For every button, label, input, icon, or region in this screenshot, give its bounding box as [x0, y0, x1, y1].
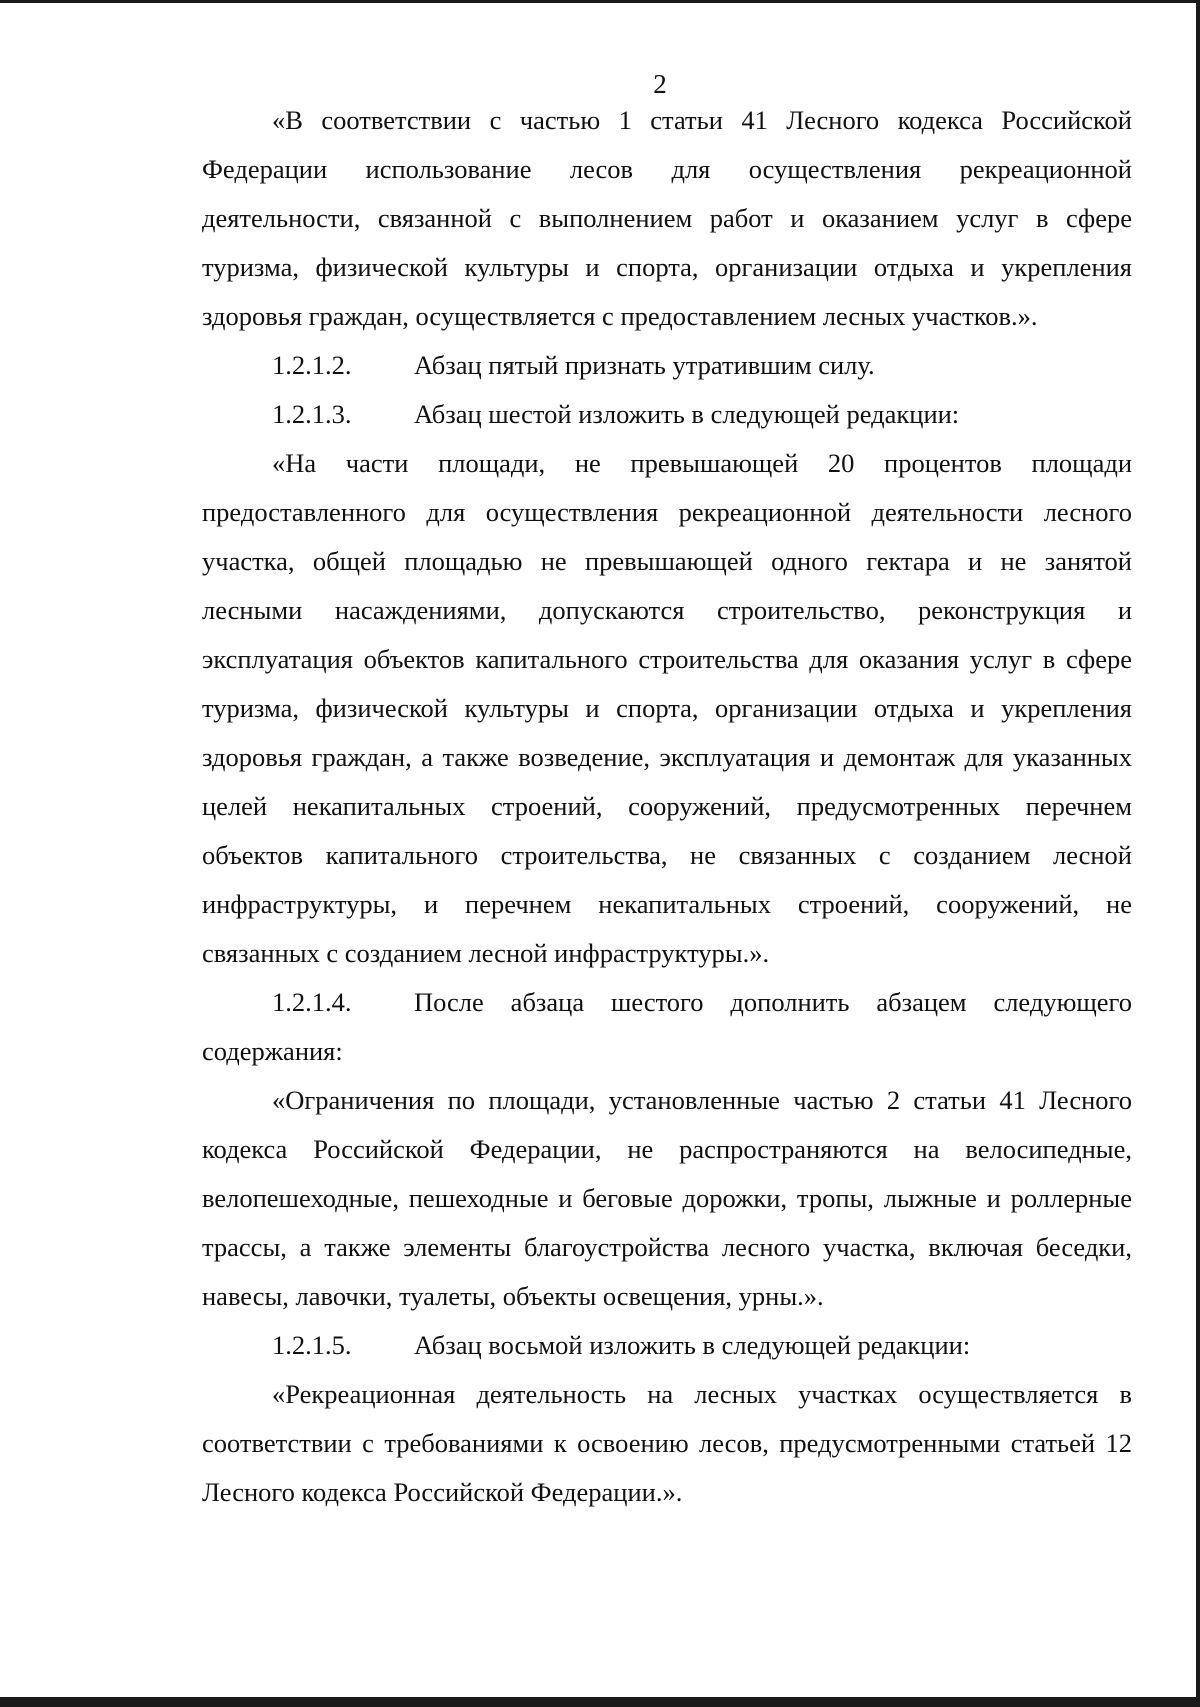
list-item-1-2-1-4 — [202, 978, 1132, 1076]
list-item-1-2-1-3 — [202, 390, 1132, 439]
paragraph-quote-restrictions: «Ограничения по площади, установленные частью 2 статьи 41 Лесного кодекса Российской Федерации, не распространяются на велосипедные, велопешеходные, пешеходные и беговые дорожки, тропы, лыжные и роллерные трассы, а также элементы благоустройства лесного участка, включая беседки, навесы, лавочки, туалеты, объекты освещения, урны.». — [202, 1085, 1132, 1311]
list-item-1-2-1-5 — [202, 1321, 1132, 1370]
item-text: Абзац восьмой изложить в следующей редакции: — [414, 1330, 971, 1360]
paragraph-quote-article-41-part-1: «В соответствии с частью 1 статьи 41 Лесного кодекса Российской Федерации использование лесов для осуществления рекреационной деятельности, связанной с выполнением работ и оказанием услуг в сфере туризма, физической культуры и спорта, организации отдыха и укрепления здоровья граждан, осуществляется с предоставлением лесных участков.». — [202, 105, 1132, 331]
scan-edge-right — [1196, 0, 1200, 1707]
scan-edge-bottom — [0, 1697, 1200, 1707]
item-text: Абзац шестой изложить в следующей редакции: — [414, 399, 960, 429]
document-body — [202, 96, 1132, 1517]
item-number: 1.2.1.3. — [272, 399, 352, 429]
item-text: После абзаца шестого дополнить абзацем следующего содержания: — [202, 987, 1132, 1066]
paragraph-quote-area-limit: «На части площади, не превышающей 20 процентов площади предоставленного для осуществления рекреационной деятельности лесного участка, общей площадью не превышающей одного гектара и не занятой лесными насаждениями, допускаются строительство, реконструкция и эксплуатация объектов капитального строительства для оказания услуг в сфере туризма, физической культуры и спорта, организации отдыха и укрепления здоровья граждан, а также возведение, эксплуатация и демонтаж для указанных целей некапитальных строений, сооружений, предусмотренных перечнем объектов капитального строительства, не связанных с созданием лесной инфраструктуры, и перечнем некапитальных строений, сооружений, не связанных с созданием лесной инфраструктуры.». — [202, 448, 1132, 968]
list-item-1-2-1-2 — [202, 341, 1132, 390]
item-number: 1.2.1.4. — [272, 987, 352, 1017]
page-number: 2 — [653, 69, 667, 99]
paragraph-quote-recreational-activity: «Рекреационная деятельность на лесных участках осуществляется в соответствии с требованиями к освоению лесов, предусмотренными статьей 12 Лесного кодекса Российской Федерации.». — [202, 1379, 1132, 1507]
item-number: 1.2.1.2. — [272, 350, 352, 380]
item-number: 1.2.1.5. — [272, 1330, 352, 1360]
scan-edge-top — [0, 0, 1200, 3]
item-text: Абзац пятый признать утратившим силу. — [414, 350, 875, 380]
